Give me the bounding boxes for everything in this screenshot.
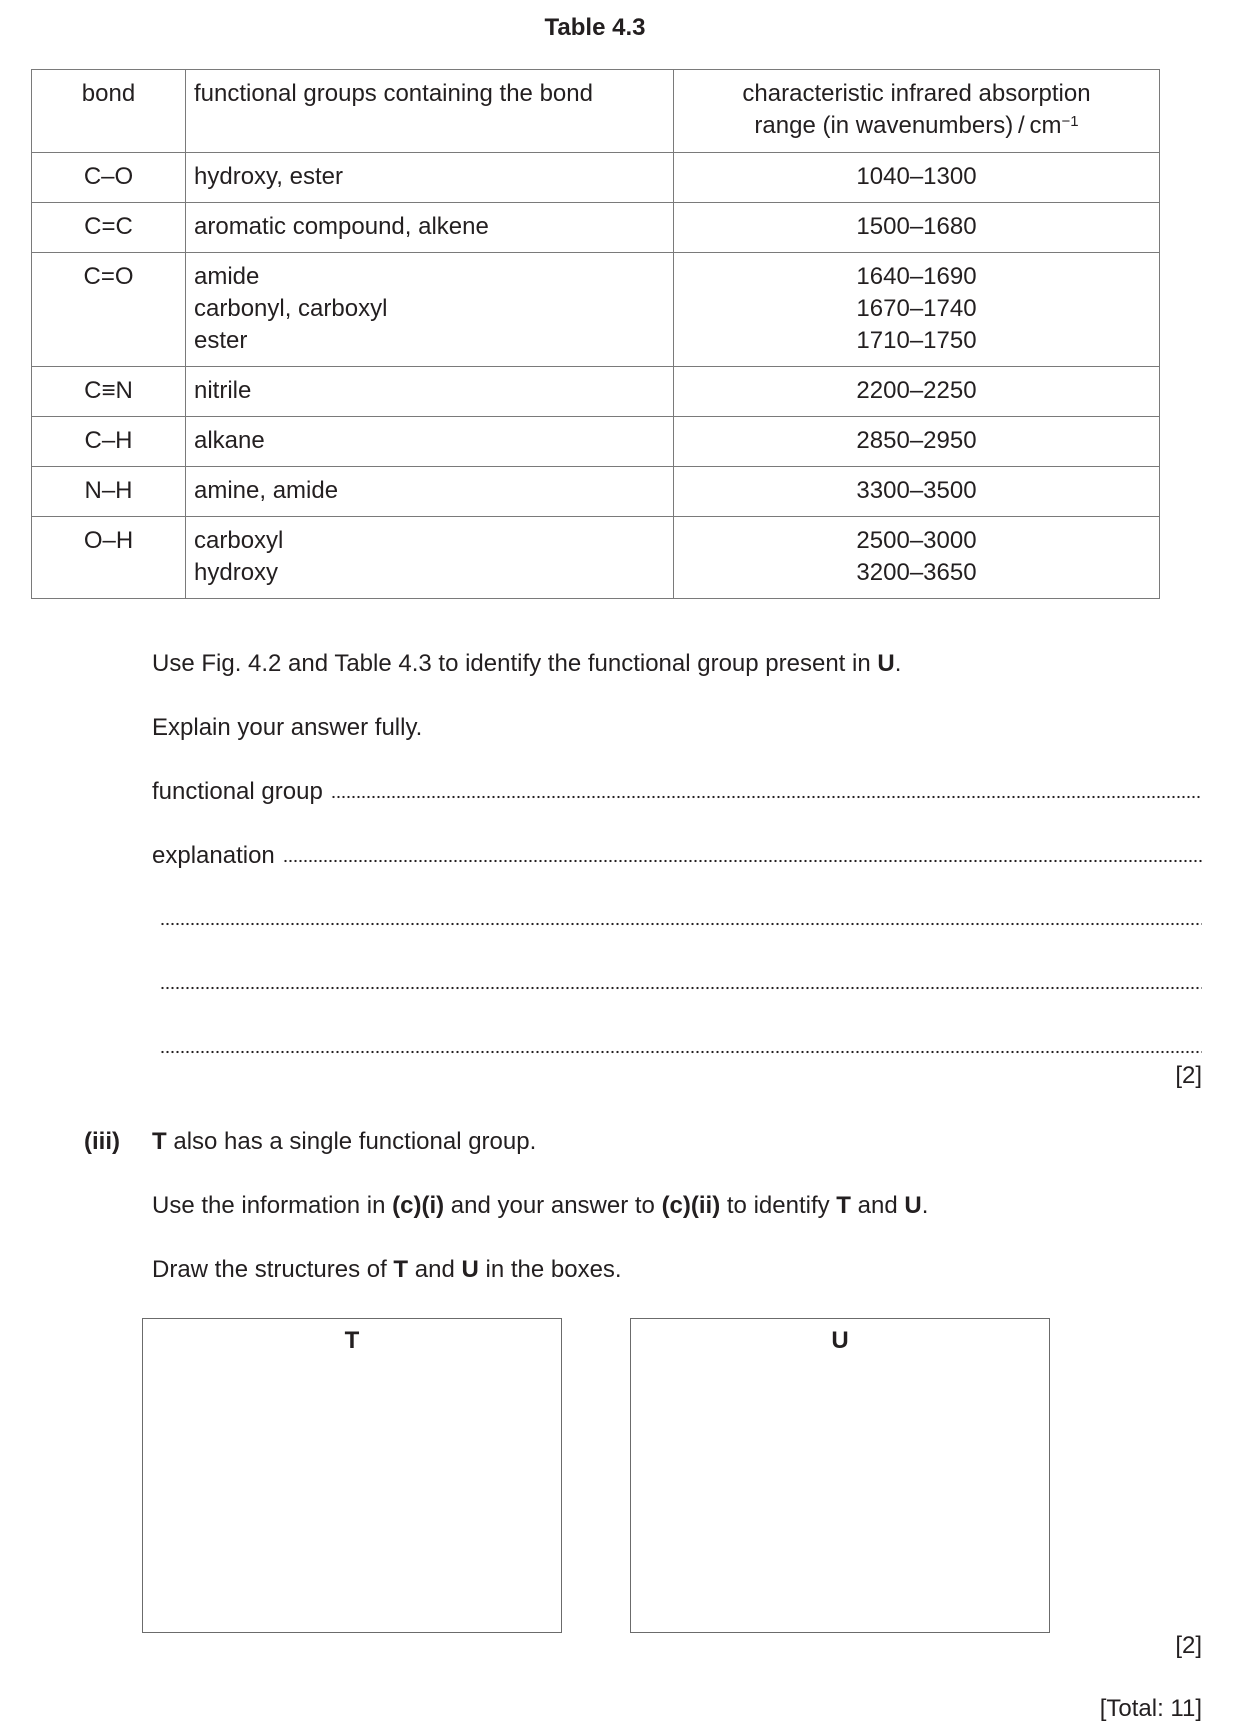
part-iii-line3 bbox=[152, 1256, 622, 1284]
bond-cell: C=C bbox=[32, 203, 186, 253]
table-row bbox=[32, 253, 1160, 367]
structure-box-t[interactable] bbox=[142, 1318, 562, 1633]
header-absorption-range bbox=[674, 70, 1160, 153]
table-title: Table 4.3 bbox=[544, 14, 646, 41]
header-functional-groups: functional groups containing the bond bbox=[186, 70, 674, 153]
group-item: carboxyl bbox=[194, 527, 284, 554]
groups-cell bbox=[186, 203, 674, 253]
explanation-answer-row bbox=[152, 842, 1202, 870]
bond-cell: C=O bbox=[32, 253, 186, 367]
table-header-row bbox=[32, 70, 1160, 153]
table-row bbox=[32, 367, 1160, 417]
marks-part-ii: [2] bbox=[1175, 1062, 1202, 1089]
range-cell bbox=[674, 253, 1160, 367]
text: and bbox=[408, 1256, 462, 1283]
range-item: 1670–1740 bbox=[856, 295, 977, 322]
text: to identify bbox=[720, 1192, 837, 1219]
group-item: aromatic compound, alkene bbox=[194, 213, 489, 240]
range-cell bbox=[674, 203, 1160, 253]
line1-text: also has a single functional group. bbox=[166, 1128, 537, 1155]
group-item: hydroxy bbox=[194, 559, 279, 586]
table-row bbox=[32, 467, 1160, 517]
group-item: amine, amide bbox=[194, 477, 339, 504]
total-marks: [Total: 11] bbox=[1099, 1695, 1202, 1722]
text: and your answer to bbox=[444, 1192, 662, 1219]
functional-group-answer-row bbox=[152, 778, 1202, 806]
range-cell bbox=[674, 367, 1160, 417]
range-item: 3200–3650 bbox=[856, 559, 977, 586]
bond-cell: O–H bbox=[32, 517, 186, 599]
compound-u-label: U bbox=[461, 1256, 479, 1283]
text: . bbox=[921, 1192, 929, 1219]
range-cell bbox=[674, 467, 1160, 517]
explanation-label: explanation bbox=[152, 842, 275, 869]
text: in the boxes. bbox=[478, 1256, 622, 1283]
explanation-answer-line-2[interactable] bbox=[160, 922, 1202, 926]
part-iii-number: (iii) bbox=[84, 1128, 120, 1155]
structure-box-u[interactable] bbox=[630, 1318, 1050, 1633]
instruction-identify bbox=[152, 650, 901, 678]
groups-cell bbox=[186, 153, 674, 203]
explanation-answer-line-4[interactable] bbox=[160, 1050, 1202, 1054]
header-range-unit: range (in wavenumbers) / cm bbox=[754, 112, 1062, 139]
compound-t-label: T bbox=[152, 1128, 167, 1155]
ref-c-i: (c)(i) bbox=[392, 1192, 445, 1219]
marks-part-iii: [2] bbox=[1175, 1632, 1202, 1659]
range-cell bbox=[674, 517, 1160, 599]
group-item: ester bbox=[194, 327, 248, 354]
range-cell bbox=[674, 153, 1160, 203]
range-item: 2850–2950 bbox=[856, 427, 977, 454]
groups-cell bbox=[186, 367, 674, 417]
instruction-period: . bbox=[894, 650, 902, 677]
bond-cell: C≡N bbox=[32, 367, 186, 417]
range-item: 3300–3500 bbox=[856, 477, 977, 504]
bond-cell: N–H bbox=[32, 467, 186, 517]
range-item: 1500–1680 bbox=[856, 213, 977, 240]
range-item: 1710–1750 bbox=[856, 327, 977, 354]
group-item: nitrile bbox=[194, 377, 252, 404]
compound-u-label: U bbox=[904, 1192, 922, 1219]
text: Use the information in bbox=[152, 1192, 393, 1219]
part-iii-line2 bbox=[152, 1192, 928, 1220]
header-bond: bond bbox=[32, 70, 186, 153]
text: and bbox=[850, 1192, 905, 1219]
explanation-answer-line[interactable] bbox=[283, 843, 1202, 863]
groups-cell bbox=[186, 467, 674, 517]
explanation-answer-line-3[interactable] bbox=[160, 986, 1202, 990]
range-item: 1040–1300 bbox=[856, 163, 977, 190]
compound-u-label: U bbox=[877, 650, 895, 677]
range-item: 2200–2250 bbox=[856, 377, 977, 404]
bond-cell: C–H bbox=[32, 417, 186, 467]
table-row bbox=[32, 203, 1160, 253]
box-u-label: U bbox=[831, 1327, 849, 1354]
header-range-superscript: −1 bbox=[1061, 113, 1079, 130]
instruction-explain: Explain your answer fully. bbox=[152, 714, 423, 741]
functional-group-label: functional group bbox=[152, 778, 323, 805]
bond-cell: C–O bbox=[32, 153, 186, 203]
functional-group-answer-line[interactable] bbox=[331, 779, 1202, 799]
ir-absorption-table bbox=[31, 69, 1160, 599]
compound-t-label: T bbox=[836, 1192, 851, 1219]
group-item: amide bbox=[194, 263, 260, 290]
table-row bbox=[32, 153, 1160, 203]
instruction-text: Use Fig. 4.2 and Table 4.3 to identify the functional group present in bbox=[152, 650, 878, 677]
table-row bbox=[32, 417, 1160, 467]
range-item: 1640–1690 bbox=[856, 263, 977, 290]
text: Draw the structures of bbox=[152, 1256, 394, 1283]
table-row bbox=[32, 517, 1160, 599]
groups-cell bbox=[186, 253, 674, 367]
header-range-line1: characteristic infrared absorption bbox=[742, 80, 1091, 107]
ref-c-ii: (c)(ii) bbox=[661, 1192, 721, 1219]
group-item: hydroxy, ester bbox=[194, 163, 343, 190]
box-t-label: T bbox=[344, 1327, 360, 1354]
part-iii-line1 bbox=[152, 1128, 536, 1156]
range-item: 2500–3000 bbox=[856, 527, 977, 554]
groups-cell bbox=[186, 417, 674, 467]
range-cell bbox=[674, 417, 1160, 467]
header-range-line2 bbox=[682, 110, 1151, 142]
groups-cell bbox=[186, 517, 674, 599]
compound-t-label: T bbox=[393, 1256, 409, 1283]
group-item: carbonyl, carboxyl bbox=[194, 295, 388, 322]
group-item: alkane bbox=[194, 427, 265, 454]
